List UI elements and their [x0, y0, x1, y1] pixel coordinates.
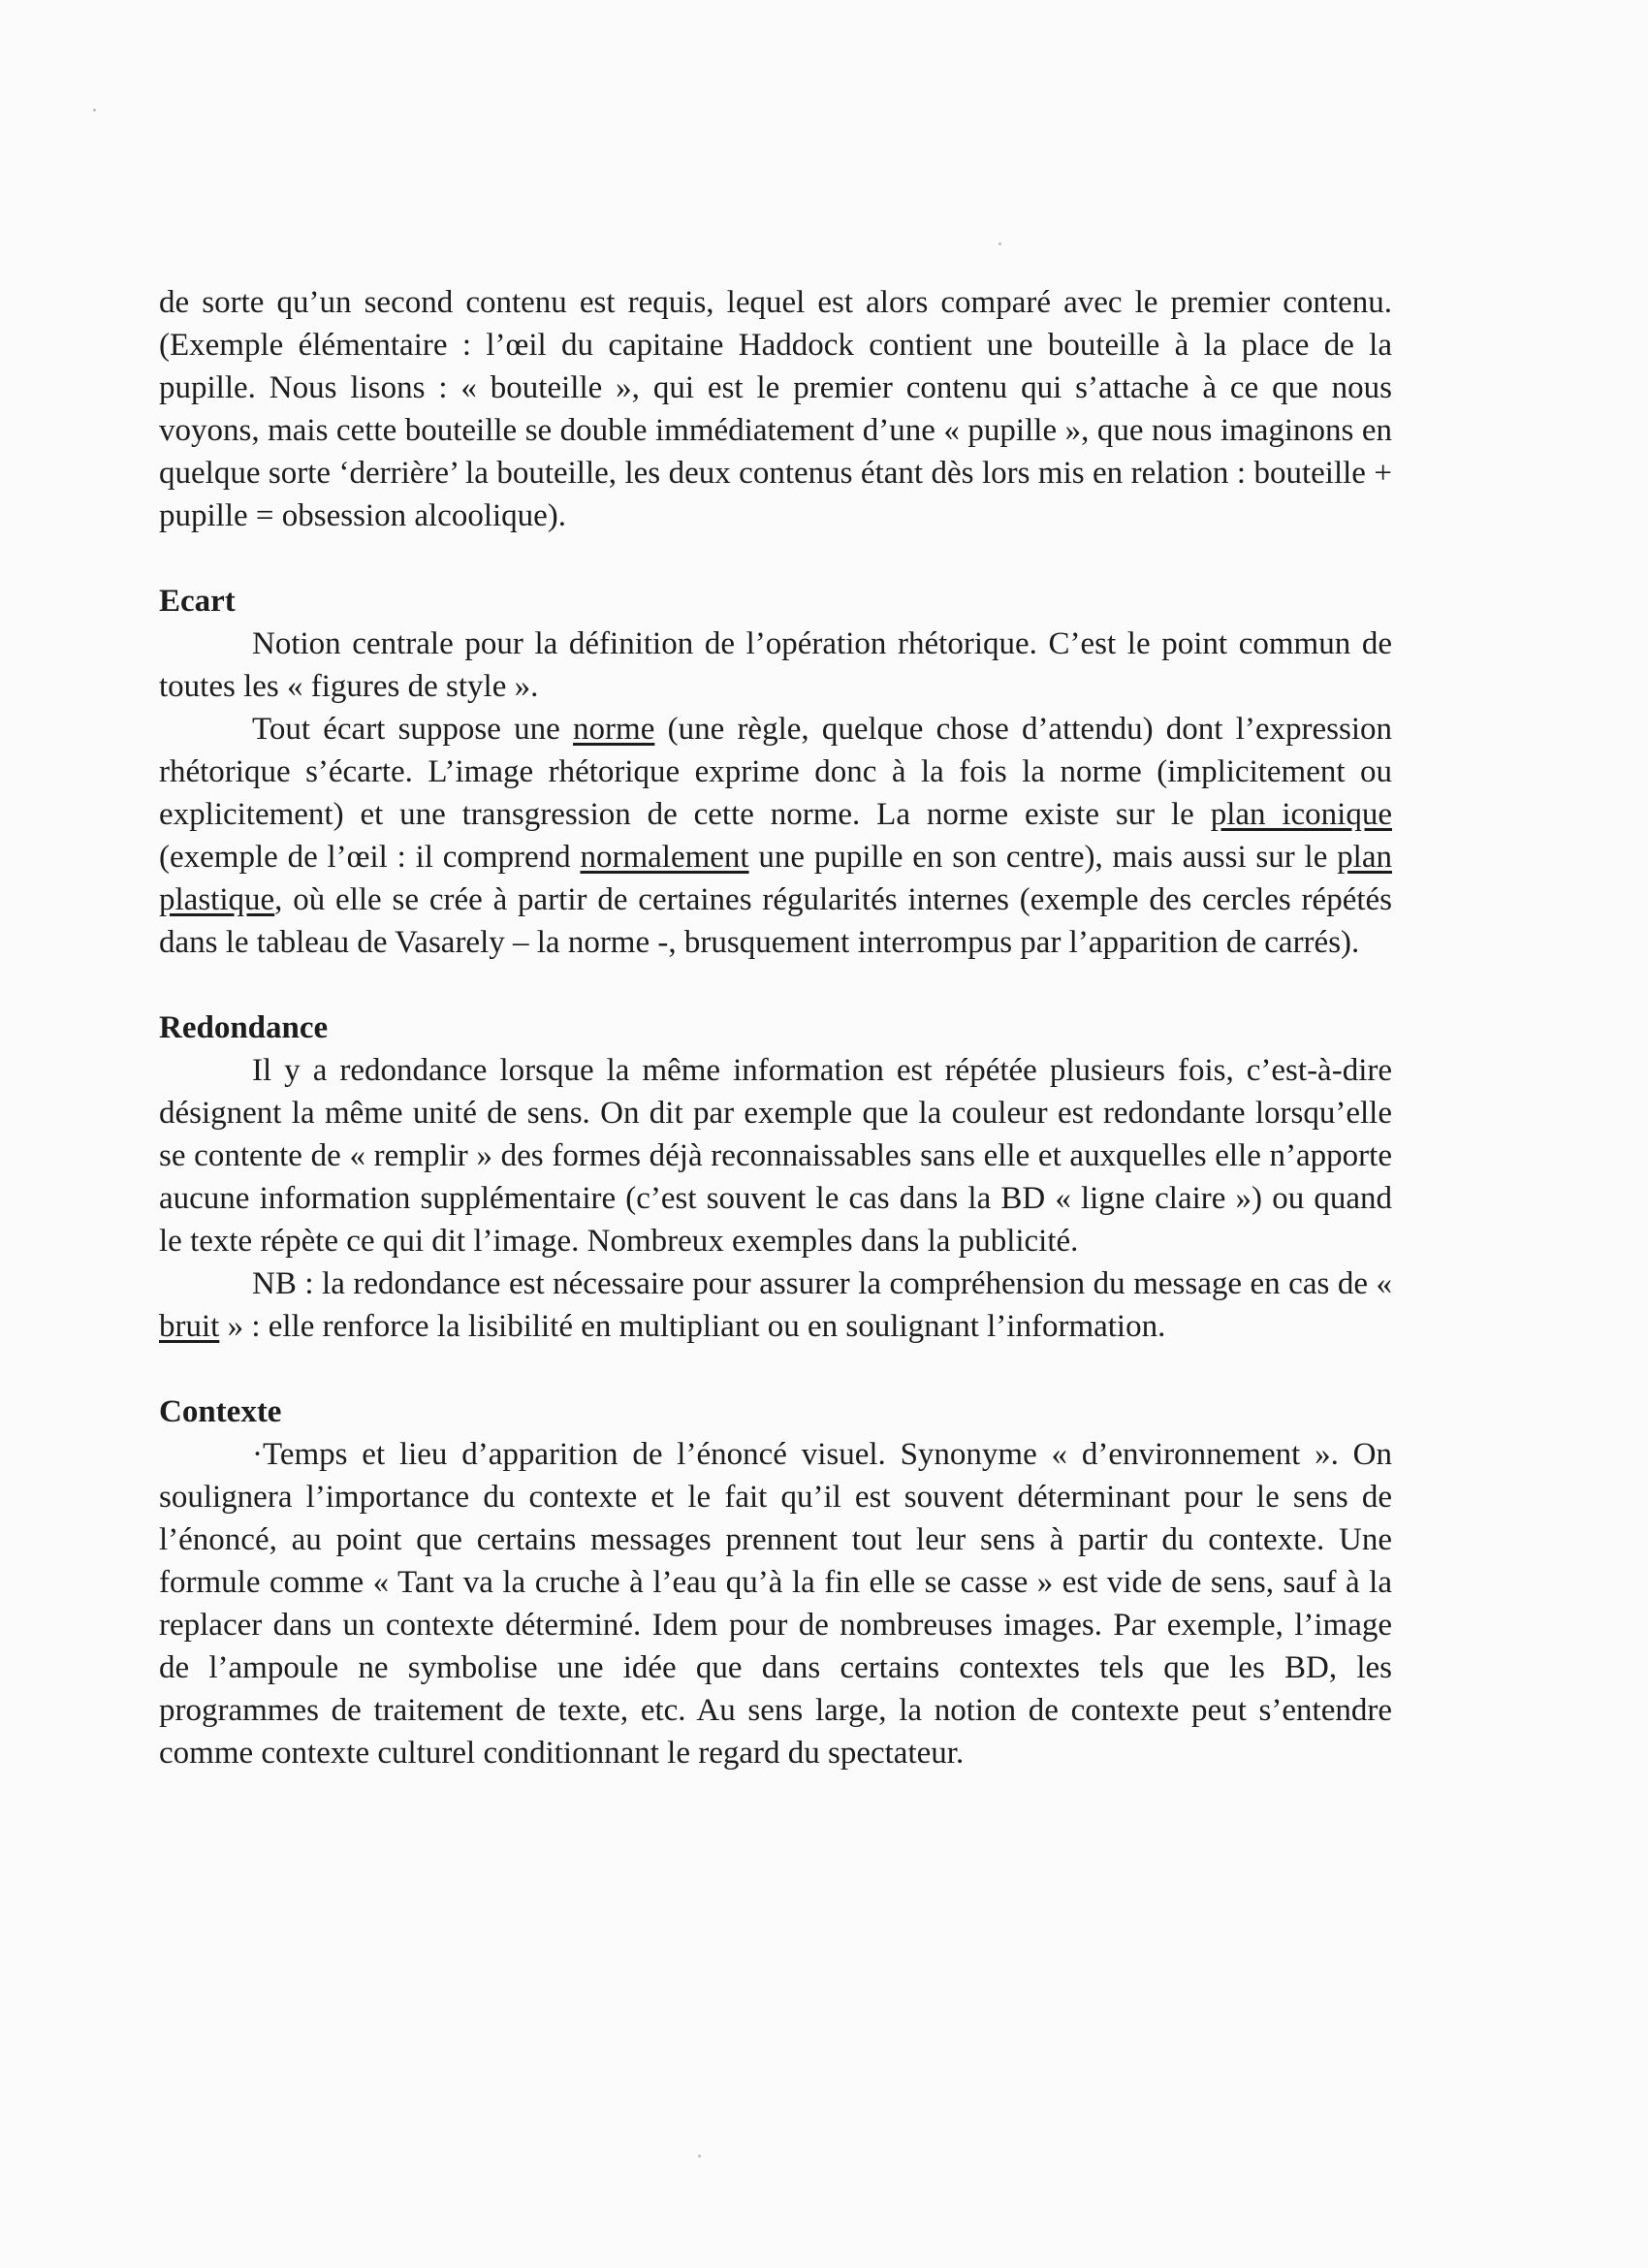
document-page — [159, 281, 1392, 1774]
scan-speck — [998, 242, 1001, 245]
text-span: (exemple de l’œil : il comprend — [159, 840, 581, 875]
text-span: , où elle se crée à partir de certaines régularités internes (exemple des cercles répétés dans le tableau de Vasarely – la norme -, brusquement interrompus par l’apparition de carrés). — [159, 882, 1392, 960]
redondance-paragraph-2 — [159, 1262, 1392, 1348]
underlined-term-plan-plastique: plan plastique — [159, 840, 1392, 917]
redondance-paragraph-1: Il y a redondance lorsque la même information est répétée plusieurs fois, c’est-à-dire désignent la même unité de sens. On dit par exemple que la couleur est redondante lorsqu’elle se contente de « remplir » des formes déjà reconnaissables sans elle et auxquelles elle n’apporte aucune information supplémentaire (c’est souvent le cas dans la BD « ligne claire ») ou quand le texte répète ce qui dit l’image. Nombreux exemples dans la publicité. — [159, 1053, 1392, 1259]
ecart-heading: Ecart — [159, 584, 236, 619]
intro-paragraph: de sorte qu’un second contenu est requis, lequel est alors comparé avec le premier contenu. (Exemple élémentaire : l’œil du capitaine Haddock contient une bouteille à la place de la pupille. Nous lisons : « bouteille », qui est le premier contenu qui s’attache à ce que nous voyons, mais cette bouteille se double immédiatement d’une « pupille », que nous imaginons en quelque sorte ‘derrière’ la bouteille, les deux contenus étant dès lors mis en relation : bouteille + pupille = obsession alcoolique). — [159, 285, 1392, 533]
text-span: Tout écart suppose une — [252, 712, 574, 747]
underlined-term-norme: norme — [573, 712, 655, 747]
ecart-paragraph-2 — [159, 708, 1392, 964]
ecart-paragraph-1: Notion centrale pour la définition de l’opération rhétorique. C’est le point commun de toutes les « figures de style ». — [159, 626, 1392, 704]
text-span: (une règle, quelque chose d’attendu) dont l’expression rhétorique s’écarte. L’image rhétorique exprime donc à la fois la norme (implicitement ou explicitement) et une transgression de cette norme. La norme existe sur le — [159, 712, 1392, 832]
text-span: une pupille en son centre), mais aussi sur le — [748, 840, 1338, 875]
underlined-term-bruit: bruit — [159, 1309, 220, 1344]
text-span: NB : la redondance est nécessaire pour assurer la compréhension du message en cas de « — [252, 1266, 1392, 1301]
contexte-heading: Contexte — [159, 1394, 282, 1429]
text-span: » : elle renforce la lisibilité en multipliant ou en soulignant l’information. — [219, 1309, 1166, 1344]
contexte-paragraph-1: ·Temps et lieu d’apparition de l’énoncé visuel. Synonyme « d’environnement ». On soulignera l’importance du contexte et le fait qu’il est souvent déterminant pour le sens de l’énoncé, au point que certains messages prennent tout leur sens à partir du contexte. Une formule comme « Tant va la cruche à l’eau qu’à la fin elle se casse » est vide de sens, sauf à la replacer dans un contexte déterminé. Idem pour de nombreuses images. Par exemple, l’image de l’ampoule ne symbolise une idée que dans certains contextes tels que les BD, les programmes de traitement de texte, etc. Au sens large, la notion de contexte peut s’entendre comme contexte culturel conditionnant le regard du spectateur. — [159, 1437, 1392, 1771]
redondance-heading: Redondance — [159, 1010, 329, 1045]
section-gap — [159, 964, 1392, 1006]
scan-speck — [93, 109, 96, 112]
section-gap — [159, 1348, 1392, 1390]
underlined-term-plan-iconique: plan iconique — [1210, 797, 1392, 832]
underlined-term-normalement: normalement — [580, 840, 749, 875]
scan-speck — [698, 2155, 701, 2157]
section-gap — [159, 537, 1392, 580]
